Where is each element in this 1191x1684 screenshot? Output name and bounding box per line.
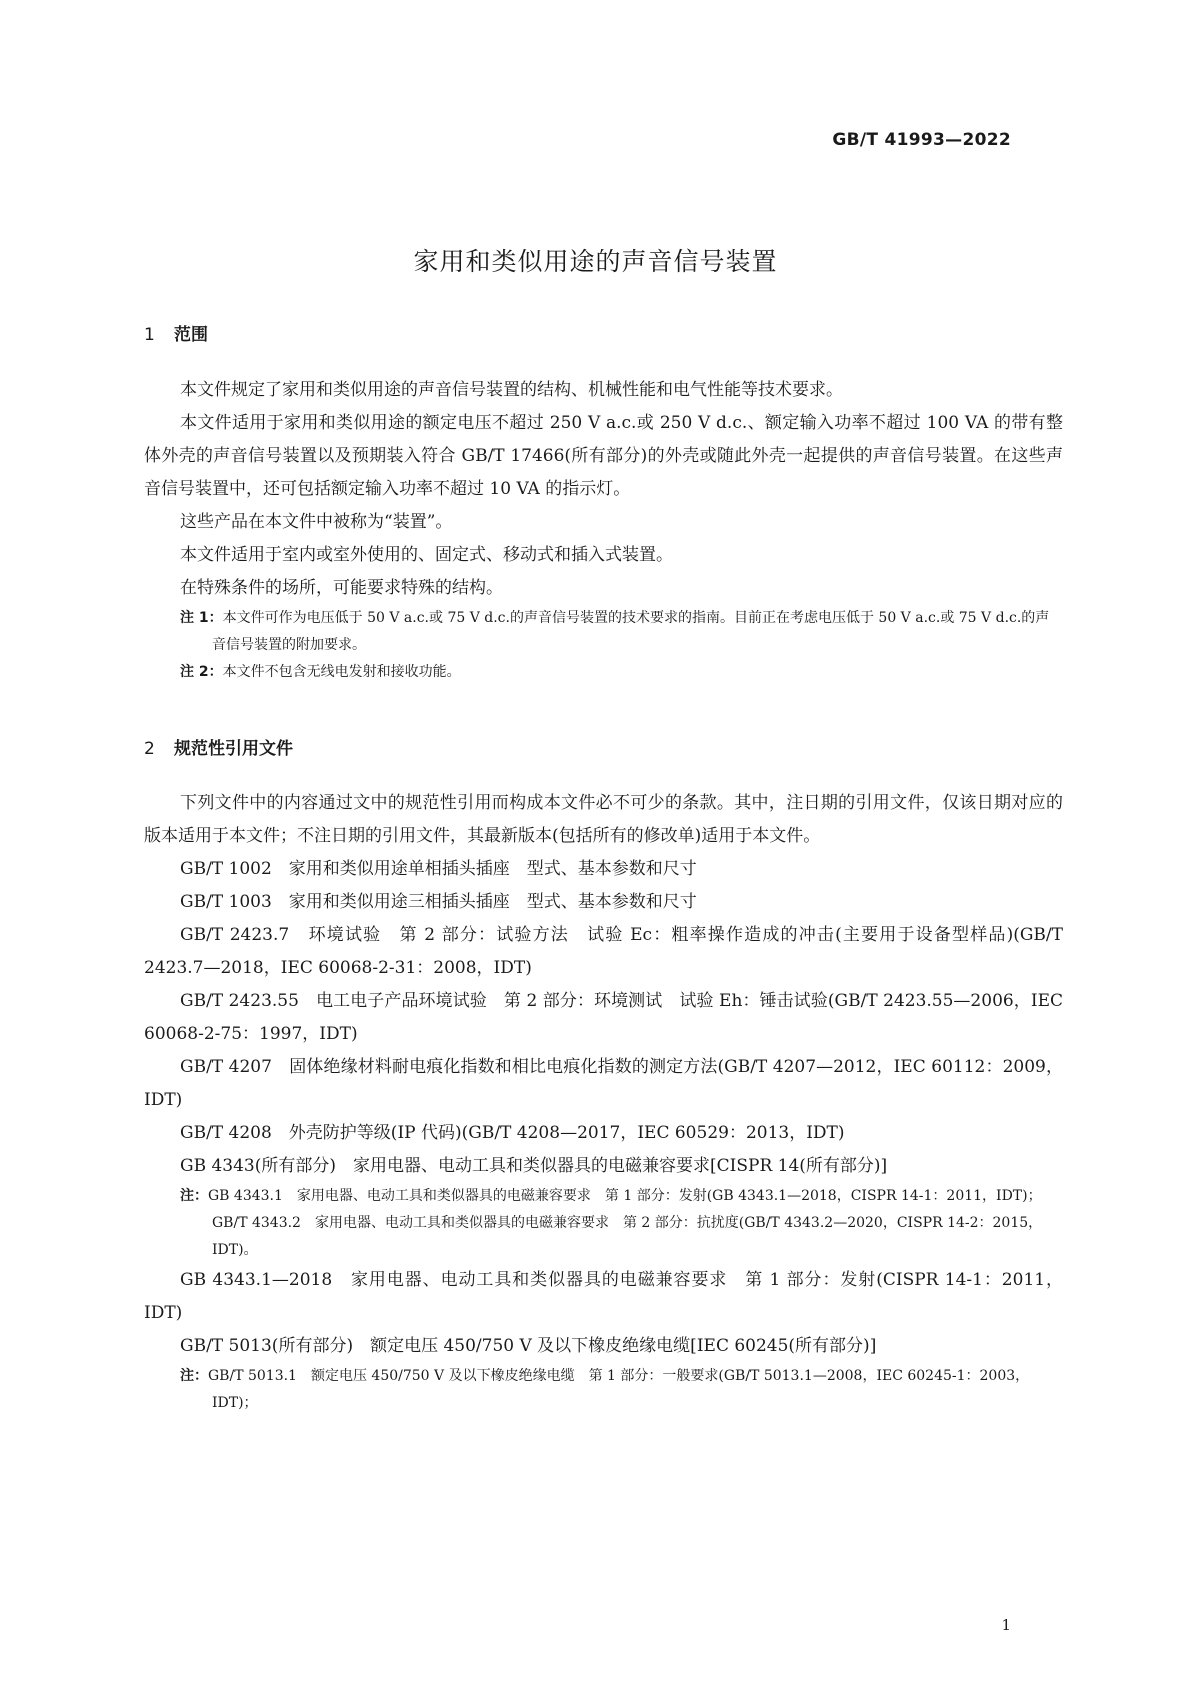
scope-paragraph: 本文件适用于室内或室外使用的、固定式、移动式和插入式装置。 bbox=[180, 545, 673, 565]
note-1-text: 本文件可作为电压低于 50 V a.c.或 75 V d.c.的声音信号装置的技术要求的指南。目前正在考虑电压低于 50 V a.c.或 75 V d.c.的声音信号装置的附加要求。 bbox=[212, 610, 1050, 653]
note-1 bbox=[144, 605, 1063, 659]
note-2-label: 注 2： bbox=[180, 664, 223, 680]
reference-item: GB/T 4208 外壳防护等级(IP 代码)(GB/T 4208—2017，IEC 60529：2013，IDT) bbox=[180, 1123, 845, 1143]
scope-paragraph: 在特殊条件的场所，可能要求特殊的结构。 bbox=[180, 578, 503, 598]
reference-item: GB/T 4207 固体绝缘材料耐电痕化指数和相比电痕化指数的测定方法(GB/T 4207—2012，IEC 60112：2009，IDT) bbox=[144, 1057, 1063, 1110]
note-2 bbox=[144, 659, 1063, 686]
reference-note-text: GB/T 5013.1 额定电压 450/750 V 及以下橡皮绝缘电缆 第 1 部分：一般要求(GB/T 5013.1—2008，IEC 60245-1：2003，IDT)； bbox=[208, 1368, 1030, 1411]
reference-note-label: 注： bbox=[180, 1188, 208, 1204]
reference-item: GB/T 2423.55 电工电子产品环境试验 第 2 部分：环境测试 试验 Eh：锤击试验(GB/T 2423.55—2006，IEC 60068-2-75：1997，IDT) bbox=[144, 991, 1063, 1044]
reference-item: GB/T 1003 家用和类似用途三相插头插座 型式、基本参数和尺寸 bbox=[180, 892, 697, 912]
reference-note-label: 注： bbox=[180, 1368, 208, 1384]
section-2-number: 2 bbox=[144, 739, 155, 759]
reference-item: GB/T 5013(所有部分) 额定电压 450/750 V 及以下橡皮绝缘电缆[IEC 60245(所有部分)] bbox=[180, 1336, 877, 1356]
reference-item: GB 4343.1—2018 家用电器、电动工具和类似器具的电磁兼容要求 第 1 部分：发射(CISPR 14-1：2011，IDT) bbox=[144, 1270, 1063, 1323]
scope-paragraph: 本文件规定了家用和类似用途的声音信号装置的结构、机械性能和电气性能等技术要求。 bbox=[180, 380, 843, 400]
scope-paragraph: 本文件适用于家用和类似用途的额定电压不超过 250 V a.c.或 250 V d.c.、额定输入功率不超过 100 VA 的带有整体外壳的声音信号装置以及预期装入符合 GB/T 17466(所有部分)的外壳或随此外壳一起提供的声音信号装置。在这些声音信号装置中，还可包括额定输入功率不超过 10 VA 的指示灯。 bbox=[144, 413, 1063, 499]
section-1-number: 1 bbox=[144, 325, 155, 345]
section-2-title: 规范性引用文件 bbox=[174, 739, 293, 759]
section-1-heading bbox=[144, 320, 208, 345]
reference-item: GB/T 2423.7 环境试验 第 2 部分：试验方法 试验 Ec：粗率操作造成的冲击(主要用于设备型样品)(GB/T 2423.7—2018，IEC 60068-2-31：2008，IDT) bbox=[144, 925, 1063, 978]
note-2-text: 本文件不包含无线电发射和接收功能。 bbox=[222, 664, 461, 680]
reference-note-continuation: GB/T 4343.2 家用电器、电动工具和类似器具的电磁兼容要求 第 2 部分：抗扰度(GB/T 4343.2—2020，CISPR 14-2：2015，IDT)。 bbox=[212, 1215, 1043, 1258]
section-1-title: 范围 bbox=[174, 325, 208, 345]
page-number: 1 bbox=[1001, 1616, 1011, 1634]
reference-note bbox=[144, 1183, 1063, 1210]
reference-note-text: GB 4343.1 家用电器、电动工具和类似器具的电磁兼容要求 第 1 部分：发射(GB 4343.1—2018，CISPR 14-1：2011，IDT)； bbox=[208, 1188, 1042, 1204]
section-2-heading bbox=[144, 734, 293, 759]
note-1-label: 注 1： bbox=[180, 610, 223, 626]
reference-item: GB 4343(所有部分) 家用电器、电动工具和类似器具的电磁兼容要求[CISPR 14(所有部分)] bbox=[180, 1156, 888, 1176]
document-title: 家用和类似用途的声音信号装置 bbox=[413, 247, 778, 276]
reference-item: GB/T 1002 家用和类似用途单相插头插座 型式、基本参数和尺寸 bbox=[180, 859, 697, 879]
standard-number: GB/T 41993—2022 bbox=[832, 130, 1011, 150]
references-intro: 下列文件中的内容通过文中的规范性引用而构成本文件必不可少的条款。其中，注日期的引用文件，仅该日期对应的版本适用于本文件；不注日期的引用文件，其最新版本(包括所有的修改单)适用于本文件。 bbox=[144, 793, 1063, 846]
scope-paragraph: 这些产品在本文件中被称为“装置”。 bbox=[180, 512, 453, 532]
section-2-body bbox=[144, 787, 1063, 1417]
section-1-body bbox=[144, 374, 1063, 686]
reference-note bbox=[144, 1363, 1063, 1417]
